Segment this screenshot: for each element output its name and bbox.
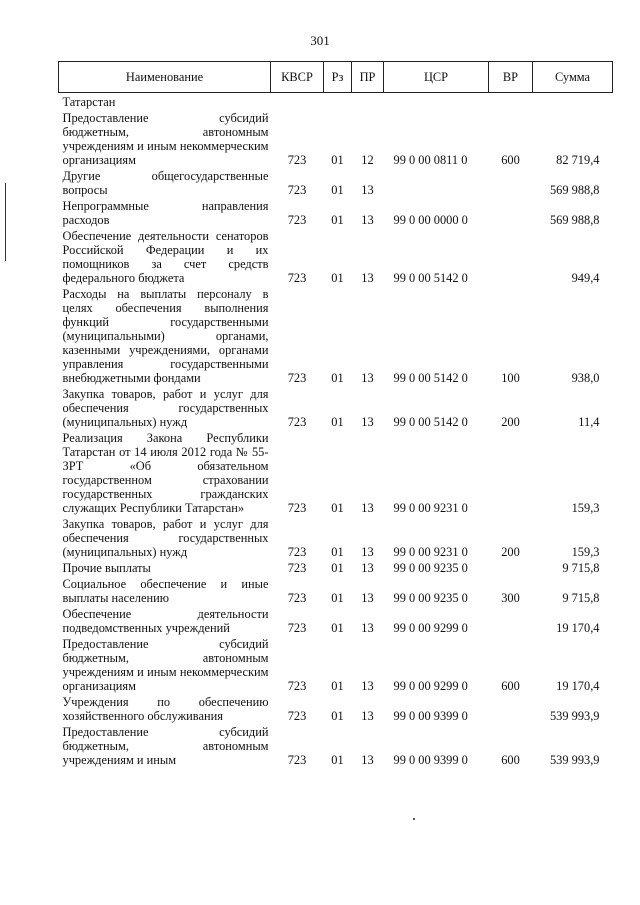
- header-vr: ВР: [489, 62, 533, 93]
- header-csr: ЦСР: [384, 62, 489, 93]
- cell-csr: 99 0 00 0811 0: [393, 153, 468, 167]
- cell-kvsr: 723: [287, 679, 307, 693]
- header-row: [59, 62, 613, 93]
- table-header: [59, 62, 613, 93]
- cell-name: Реализация Закона Республики Татарстан от 14 июля 2012 года № 55-ЗРТ «Об обязательном государственном страховании государственных гражданских служащих Республики Татарстан»: [62, 431, 269, 515]
- cell-vr: [489, 429, 533, 515]
- cell-pr: 13: [361, 545, 374, 559]
- table-row: [59, 197, 613, 227]
- cell-name: Прочие выплаты: [62, 561, 151, 575]
- cell-csr: 99 0 00 9231 0: [393, 501, 468, 515]
- cell-sum: 9 715,8: [562, 591, 600, 605]
- cell-pr: 13: [361, 679, 374, 693]
- cell-name: Обеспечение деятельности подведомственных учреждений: [62, 607, 269, 635]
- cell-rz: 01: [331, 371, 344, 385]
- cell-csr: 99 0 00 9299 0: [393, 679, 468, 693]
- cell-pr: 13: [361, 753, 374, 767]
- cell-rz: 01: [331, 621, 344, 635]
- cell-pr: 13: [361, 621, 374, 635]
- cell-name: Предоставление субсидий бюджетным, автономным учреждениям и иным некоммерческим организациям: [62, 111, 269, 167]
- cell-rz: 01: [331, 709, 344, 723]
- cell-rz: 01: [331, 213, 344, 227]
- table-row: [59, 285, 613, 385]
- cell-name: Непрограммные направления расходов: [62, 199, 269, 227]
- cell-csr: 99 0 00 0000 0: [393, 213, 468, 227]
- cell-sum: 19 170,4: [556, 679, 600, 693]
- table-row: [59, 385, 613, 429]
- cell-csr: 99 0 00 9235 0: [393, 591, 468, 605]
- cell-sum: 938,0: [571, 371, 600, 385]
- table-row: [59, 723, 613, 767]
- cell-pr: 13: [361, 501, 374, 515]
- cell-vr: 600: [501, 753, 520, 767]
- cell-kvsr: 723: [287, 183, 307, 197]
- cell-kvsr: 723: [287, 371, 307, 385]
- cell-rz: 01: [331, 501, 344, 515]
- cell-kvsr: 723: [287, 753, 307, 767]
- cell-vr: [489, 167, 533, 197]
- cell-kvsr: 723: [287, 561, 307, 575]
- cell-vr: 100: [501, 371, 520, 385]
- header-kvsr: КВСР: [271, 62, 324, 93]
- table-row: [59, 693, 613, 723]
- table-row: [59, 93, 613, 110]
- cell-rz: [324, 93, 352, 110]
- cell-sum: 159,3: [571, 501, 600, 515]
- header-sum: Сумма: [533, 62, 613, 93]
- table-row: [59, 605, 613, 635]
- cell-pr: 13: [361, 709, 374, 723]
- cell-kvsr: 723: [287, 621, 307, 635]
- cell-name: Закупка товаров, работ и услуг для обеспечения государственных (муниципальных) нужд: [62, 517, 269, 559]
- page-number: 301: [310, 33, 330, 48]
- cell-kvsr: 723: [287, 501, 307, 515]
- cell-vr: [489, 197, 533, 227]
- cell-vr: [489, 93, 533, 110]
- cell-csr: [384, 93, 489, 110]
- cell-rz: 01: [331, 415, 344, 429]
- cell-pr: 13: [361, 415, 374, 429]
- cell-rz: 01: [331, 591, 344, 605]
- cell-csr: 99 0 00 9235 0: [393, 561, 468, 575]
- cell-name: Предоставление субсидий бюджетным, автономным учреждениям и иным: [62, 725, 269, 767]
- cell-name: Закупка товаров, работ и услуг для обеспечения государственных (муниципальных) нужд: [62, 387, 269, 429]
- table-row: [59, 559, 613, 575]
- cell-kvsr: 723: [287, 591, 307, 605]
- cell-pr: 13: [361, 213, 374, 227]
- cell-name: Учреждения по обеспечению хозяйственного обслуживания: [62, 695, 269, 723]
- cell-csr: 99 0 00 5142 0: [393, 371, 468, 385]
- cell-rz: 01: [331, 271, 344, 285]
- cell-name: Обеспечение деятельности сенаторов Российской Федерации и их помощников за счет средств федерального бюджета: [62, 229, 269, 285]
- cell-rz: 01: [331, 753, 344, 767]
- cell-sum: 539 993,9: [549, 709, 600, 723]
- table-row: [59, 227, 613, 285]
- table-row: [59, 429, 613, 515]
- cell-kvsr: 723: [287, 213, 307, 227]
- table-row: [59, 167, 613, 197]
- cell-rz: 01: [331, 561, 344, 575]
- cell-pr: 13: [361, 371, 374, 385]
- cell-rz: 01: [331, 183, 344, 197]
- cell-pr: 13: [361, 183, 374, 197]
- table-body: [59, 93, 613, 768]
- cell-pr: [352, 93, 384, 110]
- cell-vr: [489, 559, 533, 575]
- cell-rz: 01: [331, 679, 344, 693]
- cell-vr: [489, 693, 533, 723]
- table-row: [59, 575, 613, 605]
- header-pr: ПР: [352, 62, 384, 93]
- cell-rz: 01: [331, 153, 344, 167]
- cell-vr: 600: [501, 153, 520, 167]
- cell-csr: 99 0 00 9231 0: [393, 545, 468, 559]
- header-rz: Рз: [324, 62, 352, 93]
- cell-vr: 200: [501, 545, 520, 559]
- cell-vr: [489, 227, 533, 285]
- cell-vr: [489, 605, 533, 635]
- scan-dot: [413, 818, 415, 820]
- cell-csr: [384, 167, 489, 197]
- cell-sum: 19 170,4: [556, 621, 600, 635]
- cell-pr: 13: [361, 561, 374, 575]
- cell-pr: 13: [361, 271, 374, 285]
- cell-kvsr: 723: [287, 415, 307, 429]
- budget-table: [58, 61, 613, 767]
- cell-csr: 99 0 00 5142 0: [393, 271, 468, 285]
- cell-kvsr: 723: [287, 153, 307, 167]
- cell-csr: 99 0 00 9399 0: [393, 753, 468, 767]
- cell-kvsr: 723: [287, 545, 307, 559]
- cell-kvsr: 723: [287, 709, 307, 723]
- cell-vr: 300: [501, 591, 520, 605]
- margin-mark: [5, 183, 6, 261]
- cell-sum: [533, 93, 613, 110]
- table-row: [59, 109, 613, 167]
- cell-kvsr: 723: [287, 271, 307, 285]
- cell-name: Предоставление субсидий бюджетным, автономным учреждениям и иным некоммерческим организациям: [62, 637, 269, 693]
- cell-sum: 82 719,4: [556, 153, 600, 167]
- cell-rz: 01: [331, 545, 344, 559]
- cell-name: Расходы на выплаты персоналу в целях обеспечения выполнения функций государственными (муниципальными) органами, казенными учреждениями, органами управления государственными внебюджетными фондами: [62, 287, 269, 385]
- cell-sum: 9 715,8: [562, 561, 600, 575]
- cell-name: Татарстан: [62, 95, 116, 109]
- cell-vr: 200: [501, 415, 520, 429]
- cell-sum: 949,4: [571, 271, 600, 285]
- table-row: [59, 515, 613, 559]
- cell-pr: 12: [361, 153, 374, 167]
- cell-sum: 569 988,8: [549, 213, 600, 227]
- cell-sum: 569 988,8: [549, 183, 600, 197]
- cell-sum: 159,3: [571, 545, 600, 559]
- cell-csr: 99 0 00 9399 0: [393, 709, 468, 723]
- cell-pr: 13: [361, 591, 374, 605]
- cell-csr: 99 0 00 5142 0: [393, 415, 468, 429]
- header-name: Наименование: [59, 62, 271, 93]
- cell-name: Социальное обеспечение и иные выплаты населению: [62, 577, 269, 605]
- cell-name: Другие общегосударственные вопросы: [62, 169, 269, 197]
- table-row: [59, 635, 613, 693]
- cell-sum: 11,4: [578, 415, 600, 429]
- cell-sum: 539 993,9: [549, 753, 600, 767]
- cell-vr: 600: [501, 679, 520, 693]
- cell-kvsr: [271, 93, 324, 110]
- cell-csr: 99 0 00 9299 0: [393, 621, 468, 635]
